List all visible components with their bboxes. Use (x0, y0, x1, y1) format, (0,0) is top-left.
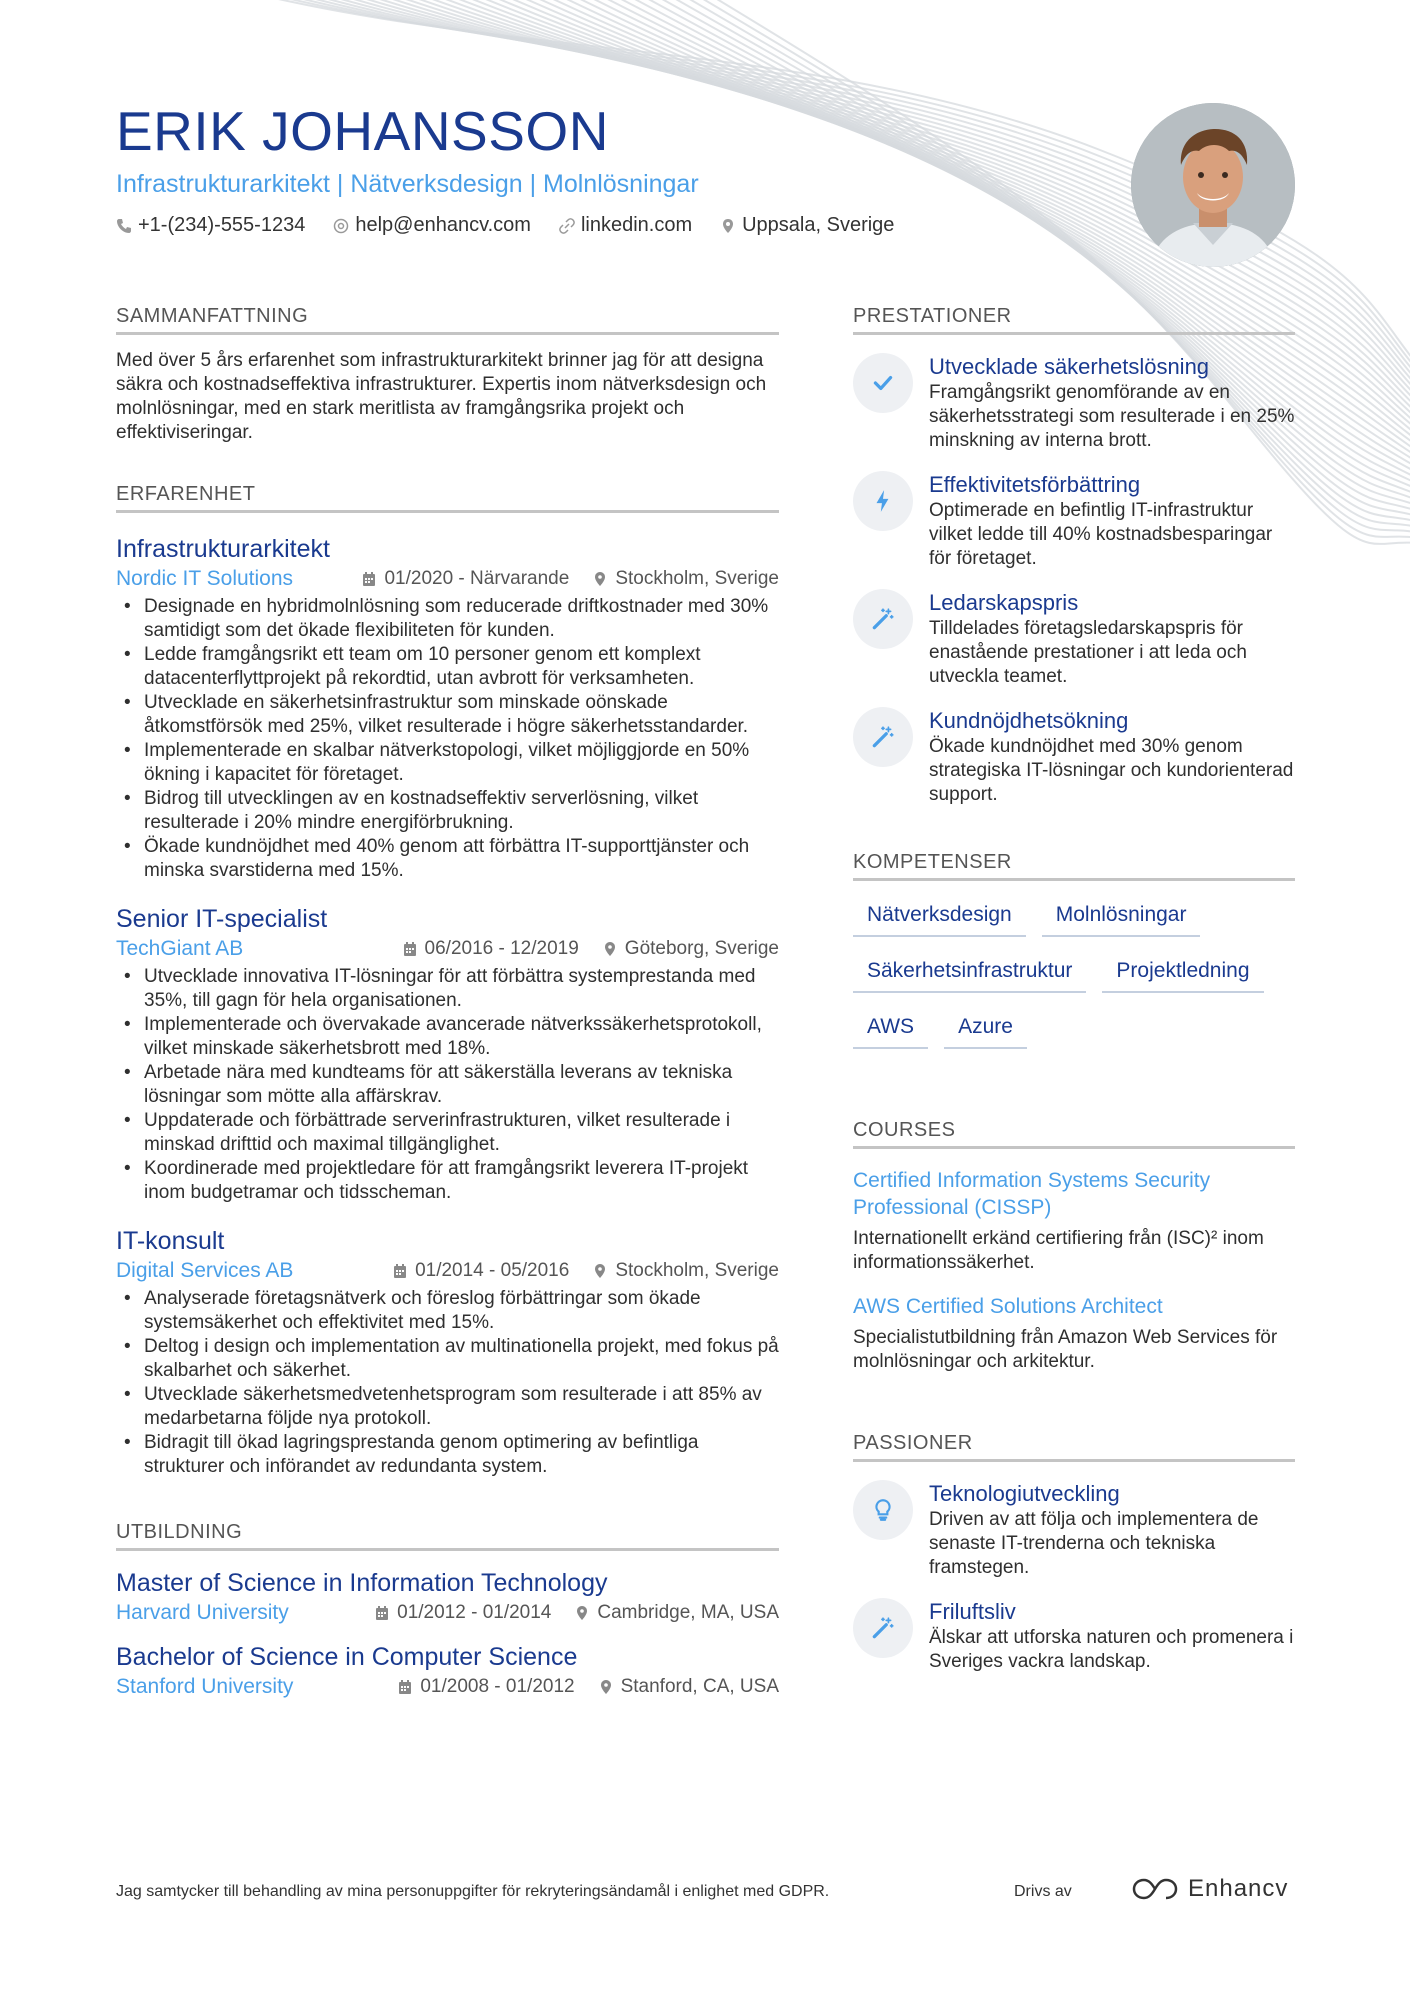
bullet-item: • Koordinerade med projektledare för att framgångsrikt leverera IT-projekt inom budgetramar och tidsscheman. (116, 1157, 779, 1205)
achievements-heading: PRESTATIONER (853, 305, 1295, 335)
courses-list (853, 1167, 1295, 1374)
job-dates (403, 938, 579, 960)
calendar-icon (403, 941, 417, 957)
lightbulb-icon (853, 1480, 913, 1540)
link-icon (559, 218, 575, 234)
bullet-item: • Uppdaterade och förbättrade serverinfrastrukturen, vilket resulterade i minskad drifttid och maximal tillgänglighet. (116, 1109, 779, 1157)
passions-section (853, 1432, 1295, 1674)
job-dates (362, 568, 569, 590)
course-title[interactable]: AWS Certified Solutions Architect (853, 1295, 1163, 1318)
summary-section (116, 305, 779, 445)
bullet-item: • Utvecklade säkerhetsmedvetenhetsprogram som resulterade i att 85% av medarbetarna följde nya protokoll. (116, 1383, 779, 1431)
school-name[interactable]: Stanford University (116, 1675, 294, 1698)
enhancv-brand[interactable] (1132, 1875, 1288, 1903)
summary-heading: SAMMANFATTNING (116, 305, 779, 335)
phone-icon (116, 218, 132, 234)
job-bullets (116, 595, 779, 883)
dates-text: 01/2020 - Närvarande (384, 568, 570, 589)
phone-text: +1-(234)-555-1234 (138, 214, 306, 236)
magic-wand-icon (853, 589, 913, 649)
skill-tag: Nätverksdesign (853, 895, 1026, 937)
skill-tag: AWS (853, 1007, 928, 1049)
achievements-description: Tilldelades företagsledarskapspris för enastående prestationer i att leda och utveckla teamet. (929, 618, 1247, 687)
education-heading: UTBILDNING (116, 1521, 779, 1551)
course-description: Internationellt erkänd certifiering från (ISC)² inom informationssäkerhet. (853, 1228, 1264, 1273)
passions-title: Friluftsliv (929, 1599, 1016, 1624)
achievements-title: Ledarskapspris (929, 590, 1079, 615)
enhancv-logo-icon (1132, 1876, 1178, 1902)
skill-tag: Projektledning (1102, 951, 1263, 993)
bullet-item: • Analyserade företagsnätverk och föreslog förbättringar som ökade systemsäkerhet och effektivitet med 15%. (116, 1287, 779, 1335)
bullet-item: • Ökade kundnöjdhet med 40% genom att förbättra IT-supporttjänster och minska svarstiderna med 15%. (116, 835, 779, 883)
achievements-title: Effektivitetsförbättring (929, 472, 1141, 497)
skill-tag: Molnlösningar (1042, 895, 1201, 937)
education-section (116, 1521, 779, 1699)
resume-header (116, 100, 1116, 237)
summary-text: Med över 5 års erfarenhet som infrastrukturarkitekt brinner jag för att designa säkra och kostnadseffektiva infrastrukturer. Expertis inom nätverksdesign och molnlösningar, med en stark meritlista av framgångsrika projekt och effektiviseringar. (116, 350, 767, 443)
bullet-item: • Implementerade en skalbar nätverkstopologi, vilket möjliggjorde en 50% ökning i kapacitet för företaget. (116, 739, 779, 787)
avatar-illustration (1131, 103, 1295, 267)
achievements-title: Utvecklade säkerhetslösning (929, 354, 1210, 379)
experience-list (116, 533, 779, 1479)
location-pin-icon (593, 1263, 607, 1279)
calendar-icon (398, 1679, 412, 1695)
location-text: Göteborg, Sverige (624, 938, 779, 959)
achievements-item (853, 353, 1295, 453)
passions-item (853, 1598, 1295, 1674)
bullet-item: • Arbetade nära med kundteams för att säkerställa leverans av tekniska lösningar som mötte alla affärskrav. (116, 1061, 779, 1109)
contact-row (116, 214, 1116, 237)
location-pin-icon (720, 218, 736, 234)
passions-title: Teknologiutveckling (929, 1481, 1120, 1506)
bullet-item: • Utvecklade innovativa IT-lösningar för att förbättra systemprestanda med 35%, till gagn för hela organisationen. (116, 965, 779, 1013)
course-entry (853, 1293, 1295, 1374)
achievements-item (853, 471, 1295, 571)
courses-heading: COURSES (853, 1119, 1295, 1149)
bullet-item: • Implementerade och övervakade avancerade nätverkssäkerhetsprotokoll, vilket minskade säkerhetsbrott med 18%. (116, 1013, 779, 1061)
education-dates (398, 1676, 574, 1698)
experience-heading: ERFARENHET (116, 483, 779, 513)
job-entry (116, 903, 779, 1205)
education-entry (116, 1641, 779, 1699)
location-text: Stanford, CA, USA (620, 1676, 779, 1697)
bullet-item: • Deltog i design och implementation av multinationella projekt, med fokus på skalbarhet och säkerhet. (116, 1335, 779, 1383)
degree-title: Master of Science in Information Technology (116, 1569, 608, 1597)
job-location (593, 568, 779, 590)
job-meta (116, 1259, 779, 1283)
magic-wand-icon (853, 707, 913, 767)
skill-tag: Säkerhetsinfrastruktur (853, 951, 1086, 993)
email-text: help@enhancv.com (355, 214, 531, 236)
passions-list (853, 1480, 1295, 1674)
passions-heading: PASSIONER (853, 1432, 1295, 1462)
left-column (116, 305, 779, 1699)
at-icon (333, 218, 349, 234)
job-bullets (116, 965, 779, 1205)
achievements-item (853, 589, 1295, 689)
skill-tag: Azure (944, 1007, 1027, 1049)
bullet-item: • Designade en hybridmolnlösning som reducerade driftkostnader med 30% samtidigt som det ökade flexibiliteten för kunden. (116, 595, 779, 643)
degree-title: Bachelor of Science in Computer Science (116, 1643, 578, 1671)
right-column (853, 305, 1295, 1674)
linkedin-text: linkedin.com (580, 214, 693, 236)
bullet-item: • Utvecklade en säkerhetsinfrastruktur som minskade oönskade åtkomstförsök med 25%, vilket resulterade i högre säkerhetsstandarder. (116, 691, 779, 739)
location-pin-icon (599, 1679, 613, 1695)
company-name[interactable]: TechGiant AB (116, 937, 244, 960)
passions-description: Driven av att följa och implementera de senaste IT-trenderna och tekniska framstegen. (929, 1509, 1259, 1578)
location-text: Uppsala, Sverige (742, 214, 895, 236)
school-name[interactable]: Harvard University (116, 1601, 289, 1624)
job-title: IT-konsult (116, 1227, 225, 1255)
bullet-item: • Bidrog till utvecklingen av en kostnadseffektiv serverlösning, vilket resulterade i 20% mindre energiförbrukning. (116, 787, 779, 835)
dates-text: 01/2012 - 01/2014 (397, 1602, 552, 1623)
location-pin-icon (603, 941, 617, 957)
location-text: Stockholm, Sverige (615, 568, 779, 589)
candidate-name: ERIK JOHANSSON (116, 100, 609, 162)
experience-section (116, 483, 779, 1479)
education-meta (116, 1601, 779, 1625)
education-dates (375, 1602, 551, 1624)
job-title: Infrastrukturarkitekt (116, 535, 330, 563)
contact-linkedin[interactable] (559, 214, 692, 237)
calendar-icon (393, 1263, 407, 1279)
job-meta (116, 567, 779, 591)
powered-by-label: Drivs av (1014, 1883, 1072, 1900)
job-meta (116, 937, 779, 961)
course-entry (853, 1167, 1295, 1275)
contact-phone[interactable] (116, 214, 305, 237)
course-description: Specialistutbildning från Amazon Web Services för molnlösningar och arkitektur. (853, 1327, 1278, 1372)
gdpr-consent: Jag samtycker till behandling av mina personuppgifter för rekryteringsändamål i enlighet med GDPR. (116, 1883, 830, 1900)
calendar-icon (375, 1605, 389, 1621)
achievements-description: Ökade kundnöjdhet med 30% genom strategiska IT-lösningar och kundorienterad support. (929, 736, 1294, 805)
skills-heading: KOMPETENSER (853, 851, 1295, 881)
bullet-item: • Bidragit till ökad lagringsprestanda genom optimering av befintliga strukturer och införandet av redundanta system. (116, 1431, 779, 1479)
education-meta (116, 1675, 779, 1699)
bullet-item: • Ledde framgångsrikt ett team om 10 personer genom ett komplext datacenterflyttprojekt på rekordtid, utan avbrott för verksamheten. (116, 643, 779, 691)
check-icon (853, 353, 913, 413)
location-text: Stockholm, Sverige (615, 1260, 779, 1281)
company-name[interactable]: Nordic IT Solutions (116, 567, 294, 590)
skills-list (853, 895, 1295, 1049)
contact-email[interactable] (333, 214, 531, 237)
bolt-icon (853, 471, 913, 531)
job-entry (116, 533, 779, 883)
profile-photo (1131, 103, 1295, 267)
achievements-list (853, 353, 1295, 807)
dates-text: 01/2008 - 01/2012 (420, 1676, 575, 1697)
location-pin-icon (593, 571, 607, 587)
footer (116, 1875, 1296, 1902)
courses-section (853, 1119, 1295, 1374)
skills-section (853, 851, 1295, 1049)
magic-wand-icon (853, 1598, 913, 1658)
dates-text: 01/2014 - 05/2016 (415, 1260, 570, 1281)
job-location (603, 938, 779, 960)
location-text: Cambridge, MA, USA (597, 1602, 779, 1623)
dates-text: 06/2016 - 12/2019 (424, 938, 579, 959)
achievements-item (853, 707, 1295, 807)
achievements-title: Kundnöjdhetsökning (929, 708, 1129, 733)
job-dates (393, 1260, 569, 1282)
course-title[interactable]: Certified Information Systems Security Professional (CISSP) (853, 1169, 1211, 1219)
education-entry (116, 1567, 779, 1625)
company-name[interactable]: Digital Services AB (116, 1259, 294, 1282)
job-location (593, 1260, 779, 1282)
brand-name: Enhancv (1188, 1875, 1289, 1902)
calendar-icon (362, 571, 376, 587)
education-location (575, 1602, 779, 1624)
location-pin-icon (575, 1605, 589, 1621)
contact-location (720, 214, 894, 237)
education-location (599, 1676, 779, 1698)
achievements-description: Framgångsrikt genomförande av en säkerhetsstrategi som resulterade i en 25% minskning av interna brott. (929, 382, 1295, 451)
passions-description: Älskar att utforska naturen och promenera i Sveriges vackra landskap. (929, 1627, 1294, 1672)
job-title: Senior IT-specialist (116, 905, 328, 933)
job-bullets (116, 1287, 779, 1479)
achievements-section (853, 305, 1295, 807)
achievements-description: Optimerade en befintlig IT-infrastruktur vilket ledde till 40% kostnadsbesparingar för företaget. (929, 500, 1273, 569)
candidate-subtitle: Infrastrukturarkitekt | Nätverksdesign | Molnlösningar (116, 170, 699, 198)
job-entry (116, 1225, 779, 1479)
passions-item (853, 1480, 1295, 1580)
education-list (116, 1567, 779, 1699)
